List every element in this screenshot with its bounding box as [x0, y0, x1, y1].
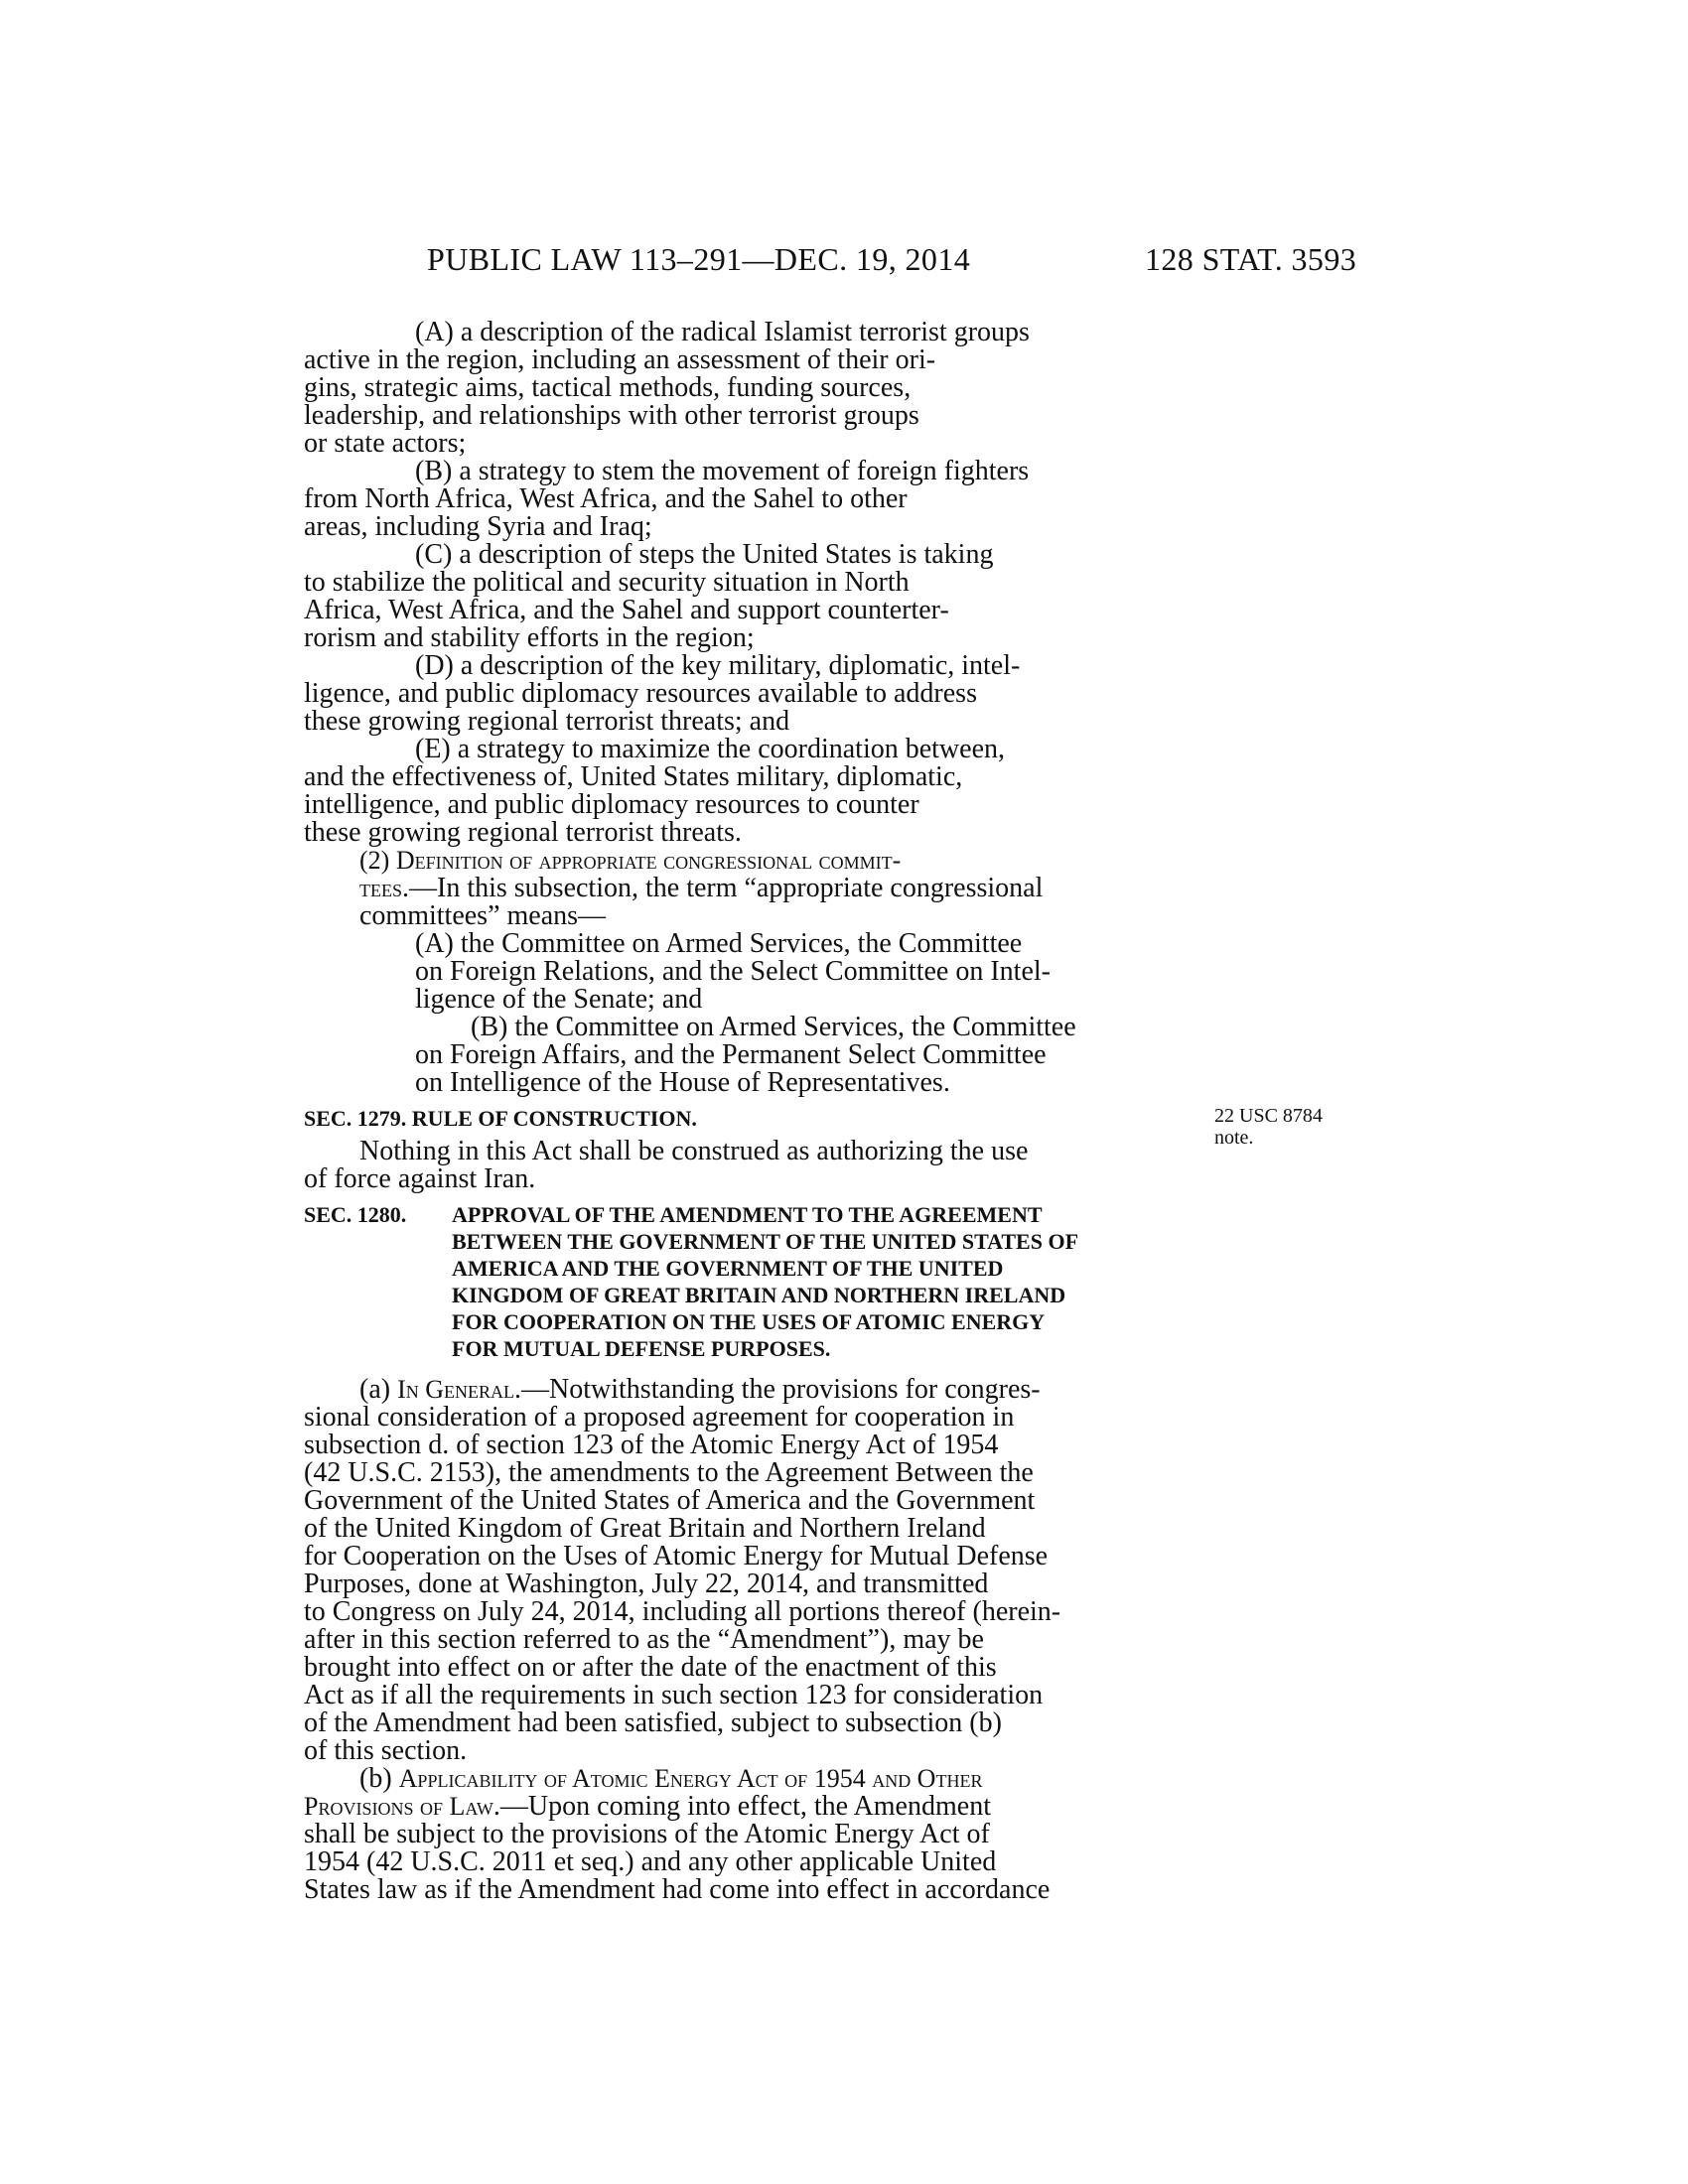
definition-heading: (2) Definition of appropriate congressional commit- [359, 846, 902, 875]
section-1279-text: of force against Iran. [304, 1163, 536, 1194]
subsection-b-line: Provisions of Law.—Upon coming into effect, the Amendment [304, 1791, 991, 1822]
item-b-line: areas, including Syria and Iraq; [304, 511, 652, 542]
item-d-line: ligence, and public diplomacy resources available to address [304, 678, 977, 709]
subsection-a-line: Purposes, done at Washington, July 22, 2014, and transmitted [304, 1569, 989, 1599]
definition-a-line: on Foreign Relations, and the Select Committee on Intel- [415, 956, 1051, 987]
section-1279-heading: SEC. 1279. RULE OF CONSTRUCTION. [304, 1106, 697, 1131]
definition-a-line: (A) the Committee on Armed Services, the Committee [415, 928, 1023, 959]
item-c-line: to stabilize the political and security situation in North [304, 567, 910, 598]
subsection-a-line: to Congress on July 24, 2014, including all portions thereof (herein- [304, 1596, 1061, 1627]
definition-b-line: on Intelligence of the House of Representatives. [415, 1067, 950, 1098]
running-header-page-ref: 128 STAT. 3593 [1145, 241, 1357, 277]
section-1280-heading-line: FOR COOPERATION ON THE USES OF ATOMIC ENERGY [452, 1309, 1046, 1334]
item-e-line: and the effectiveness of, United States military, diplomatic, [304, 761, 963, 792]
item-a-line: (A) a description of the radical Islamist terrorist groups [415, 317, 1030, 347]
margin-note-usc: 22 USC 8784 [1214, 1105, 1323, 1127]
item-c-line: rorism and stability efforts in the region; [304, 622, 755, 653]
subsection-a-line: (42 U.S.C. 2153), the amendments to the Agreement Between the [304, 1457, 1034, 1488]
subsection-a-line: of this section. [304, 1735, 468, 1766]
running-header-title: PUBLIC LAW 113–291—DEC. 19, 2014 [427, 241, 971, 277]
subsection-b-line: shall be subject to the provisions of the Atomic Energy Act of [304, 1819, 990, 1849]
section-1280-label: SEC. 1280. [304, 1202, 407, 1227]
subsection-a-first-line: (a) In General.—Notwithstanding the provisions for congres- [359, 1374, 1041, 1405]
section-1280-heading-line: APPROVAL OF THE AMENDMENT TO THE AGREEMENT [452, 1202, 1043, 1227]
definition-line: committees” means— [359, 900, 607, 931]
section-1279-text: Nothing in this Act shall be construed as authorizing the use [359, 1136, 1029, 1166]
item-a-line: leadership, and relationships with other terrorist groups [304, 400, 919, 431]
subsection-b-line: 1954 (42 U.S.C. 2011 et seq.) and any other applicable United [304, 1846, 997, 1877]
subsection-b-line: States law as if the Amendment had come into effect in accordance [304, 1874, 1051, 1905]
margin-note-note: note. [1214, 1127, 1254, 1149]
subsection-a-line: Act as if all the requirements in such section 123 for consideration [304, 1680, 1044, 1710]
definition-b-line: (B) the Committee on Armed Services, the Committee [471, 1012, 1076, 1042]
item-c-line: (C) a description of steps the United States is taking [415, 539, 994, 570]
subsection-a-line: for Cooperation on the Uses of Atomic Energy for Mutual Defense [304, 1541, 1049, 1571]
item-e-line: intelligence, and public diplomacy resources to counter [304, 789, 919, 820]
subsection-a-line: of the United Kingdom of Great Britain and Northern Ireland [304, 1513, 986, 1544]
subsection-a-line: brought into effect on or after the date of the enactment of this [304, 1652, 997, 1683]
item-e-line: these growing regional terrorist threats. [304, 817, 742, 848]
subsection-a-line: subsection d. of section 123 of the Atomic Energy Act of 1954 [304, 1430, 999, 1460]
item-a-line: gins, strategic aims, tactical methods, funding sources, [304, 372, 912, 403]
section-1280-heading-line: BETWEEN THE GOVERNMENT OF THE UNITED STATES OF [452, 1229, 1079, 1254]
definition-line: tees.—In this subsection, the term “appropriate congressional [359, 873, 1044, 903]
item-d-line: these growing regional terrorist threats; and [304, 706, 790, 737]
item-d-line: (D) a description of the key military, diplomatic, intel- [415, 650, 1021, 681]
item-a-line: or state actors; [304, 428, 467, 459]
section-1280-heading-line: KINGDOM OF GREAT BRITAIN AND NORTHERN IRELAND [452, 1283, 1066, 1307]
item-a-line: active in the region, including an assessment of their ori- [304, 344, 936, 375]
subsection-a-line: after in this section referred to as the “Amendment”), may be [304, 1624, 984, 1655]
item-e-line: (E) a strategy to maximize the coordination between, [415, 734, 1006, 764]
subsection-a-line: sional consideration of a proposed agreement for cooperation in [304, 1402, 1015, 1433]
definition-a-line: ligence of the Senate; and [415, 984, 703, 1015]
item-c-line: Africa, West Africa, and the Sahel and support counterter- [304, 595, 949, 625]
subsection-a-line: Government of the United States of America and the Government [304, 1485, 1036, 1516]
subsection-a-line: of the Amendment had been satisfied, subject to subsection (b) [304, 1707, 1002, 1738]
section-1280-heading-line: AMERICA AND THE GOVERNMENT OF THE UNITED [452, 1256, 1004, 1281]
item-b-line: (B) a strategy to stem the movement of foreign fighters [415, 456, 1030, 486]
item-b-line: from North Africa, West Africa, and the Sahel to other [304, 483, 908, 514]
section-1280-heading-line: FOR MUTUAL DEFENSE PURPOSES. [452, 1336, 831, 1361]
subsection-b-first-line: (b) Applicability of Atomic Energy Act of 1954 and Other [359, 1763, 983, 1794]
definition-b-line: on Foreign Affairs, and the Permanent Select Committee [415, 1039, 1047, 1070]
